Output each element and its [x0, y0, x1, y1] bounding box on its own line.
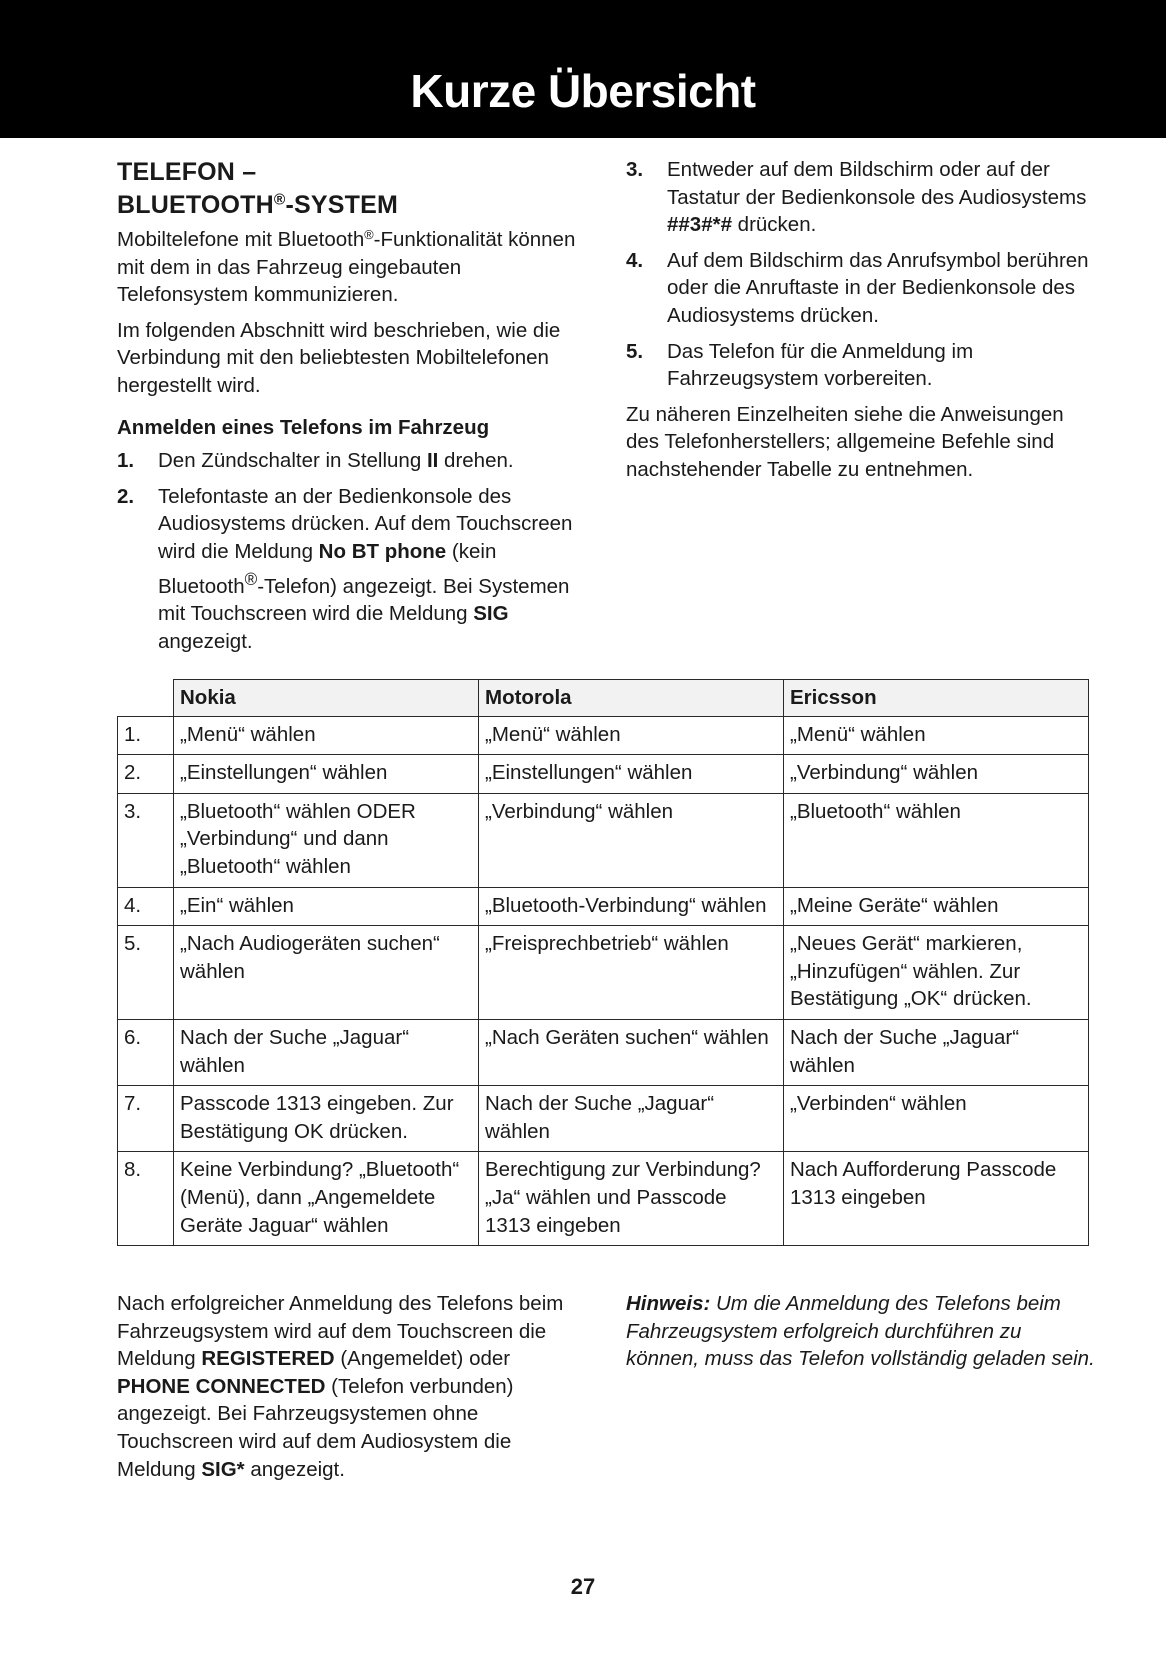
text: (kein Bluetooth: [158, 539, 497, 598]
title-text: -SYSTEM: [285, 191, 399, 219]
text: Nach erfolgreicher Anmeldung des Telefons beim Fahrzeugsystem wird auf dem Touchscreen die Meldung: [117, 1292, 564, 1371]
cell-nokia: „Nach Audiogeräten suchen“ wählen: [174, 926, 479, 1020]
table-row: [118, 1019, 1089, 1085]
section-title-line2: [117, 189, 587, 222]
text: drehen.: [438, 449, 514, 473]
cell-ericsson: „Neues Gerät“ markieren, „Hinzufügen“ wählen. Zur Bestätigung „OK“ drücken.: [784, 926, 1089, 1020]
row-number: 7.: [118, 1086, 174, 1152]
step-number: 4.: [626, 248, 644, 272]
step-text: [158, 447, 587, 475]
step-number: 5.: [626, 339, 644, 363]
registered-mark: ®: [364, 227, 374, 243]
row-number: 1.: [118, 716, 174, 755]
text: -Telefon) angezeigt. Bei Systemen mit Touchscreen wird die Meldung: [158, 574, 570, 625]
table-row: [118, 926, 1089, 1020]
manufacturer-note: Zu näheren Einzelheiten siehe die Anweisungen des Telefonherstellers; allgemeine Befehle sind nachstehender Tabelle zu entnehmen.: [626, 402, 1064, 481]
cell-nokia: „Bluetooth“ wählen ODER „Verbindung“ und dann „Bluetooth“ wählen: [174, 793, 479, 887]
text: angezeigt.: [158, 629, 253, 653]
section-title: [117, 156, 587, 222]
table-row: [118, 793, 1089, 887]
cell-ericsson: „Menü“ wählen: [784, 716, 1089, 755]
cell-nokia: „Ein“ wählen: [174, 887, 479, 926]
row-number: 4.: [118, 887, 174, 926]
table-header-row: [118, 680, 1089, 717]
cell-motorola: „Verbindung“ wählen: [479, 793, 784, 887]
cell-ericsson: Nach Aufforderung Passcode 1313 eingeben: [784, 1152, 1089, 1246]
header-motorola: Motorola: [479, 680, 784, 717]
step-number: 3.: [626, 158, 644, 181]
cell-ericsson: „Verbindung“ wählen: [784, 755, 1089, 794]
text: Telefontaste an der Bedienkonsole des Audiosystems drücken. Auf dem Touchscreen wird die Meldung: [158, 484, 573, 563]
hint-text: Um die Anmeldung des Telefons beim Fahrzeugsystem erfolgreich durchführen zu können, muss das Telefon vollständig geladen sein.: [626, 1292, 1095, 1371]
page-title: Kurze Übersicht: [410, 65, 756, 117]
text: angezeigt.: [244, 1457, 345, 1481]
table-row: [118, 716, 1089, 755]
right-column: [626, 156, 1096, 492]
cell-motorola: „Menü“ wählen: [479, 716, 784, 755]
step-text: [667, 156, 1096, 239]
registered-mark: ®: [273, 191, 286, 209]
cell-nokia: „Menü“ wählen: [174, 716, 479, 755]
phone-commands-table: [117, 679, 1088, 1246]
text: Den Zündschalter in Stellung: [158, 449, 427, 473]
step-text: [158, 483, 587, 655]
text: drücken.: [731, 213, 817, 237]
intro-paragraph-1: [117, 226, 587, 309]
status-registered: REGISTERED: [201, 1347, 335, 1371]
table-row: [118, 887, 1089, 926]
cell-ericsson: „Verbinden“ wählen: [784, 1086, 1089, 1152]
header-bar: [0, 0, 1166, 138]
table-row: [118, 1152, 1089, 1246]
cell-ericsson: „Meine Geräte“ wählen: [784, 887, 1089, 926]
page-number: 27: [570, 1574, 596, 1599]
bold-text: SIG: [473, 601, 509, 625]
header-nokia: Nokia: [174, 680, 479, 717]
registered-mark: ®: [244, 569, 258, 589]
cell-nokia: Nach der Suche „Jaguar“ wählen: [174, 1019, 479, 1085]
step-number: 1.: [117, 449, 135, 473]
text: (Telefon verbunden) angezeigt. Bei Fahrzeugsystemen ohne Touchscreen wird auf dem Audiosystem die Meldung: [117, 1374, 514, 1481]
cell-nokia: Keine Verbindung? „Bluetooth“ (Menü), dann „Angemeldete Geräte Jaguar“ wählen: [174, 1152, 479, 1246]
cell-motorola: „Einstellungen“ wählen: [479, 755, 784, 794]
cell-motorola: „Freisprechbetrieb“ wählen: [479, 926, 784, 1020]
status-sig: SIG*: [201, 1457, 245, 1481]
title-text: BLUETOOTH: [117, 191, 274, 219]
text: -Funktionalität können mit dem in das Fahrzeug eingebauten Telefonsystem kommunizieren.: [117, 228, 576, 307]
cell-nokia: Passcode 1313 eingeben. Zur Bestätigung OK drücken.: [174, 1086, 479, 1152]
subheading: Anmelden eines Telefons im Fahrzeug: [117, 415, 490, 439]
cell-motorola: Nach der Suche „Jaguar“ wählen: [479, 1086, 784, 1152]
row-number: 6.: [118, 1019, 174, 1085]
text: Mobiltelefone mit Bluetooth: [117, 228, 365, 251]
cell-motorola: „Nach Geräten suchen“ wählen: [479, 1019, 784, 1085]
step-text: Das Telefon für die Anmeldung im Fahrzeugsystem vorbereiten.: [667, 339, 974, 391]
bold-text: II: [426, 449, 439, 473]
step-number: 2.: [117, 484, 135, 508]
bold-code: ##3#*#: [667, 213, 732, 237]
hint-label: Hinweis:: [626, 1292, 711, 1315]
cell-nokia: „Einstellungen“ wählen: [174, 755, 479, 794]
status-phone-connected: PHONE CONNECTED: [117, 1374, 326, 1398]
cell-ericsson: „Bluetooth“ wählen: [784, 793, 1089, 887]
table-row: [118, 1086, 1089, 1152]
text: Entweder auf dem Bildschirm oder auf der Tastatur der Bedienkonsole des Audiosystems: [667, 158, 1087, 209]
header-ericsson: Ericsson: [784, 680, 1089, 717]
step-3: [626, 156, 1096, 239]
step-2: [117, 483, 587, 655]
row-number: 2.: [118, 755, 174, 794]
step-text: Auf dem Bildschirm das Anrufsymbol berühren oder die Anruftaste in der Bedienkonsole des Audiosystems drücken.: [667, 248, 1089, 327]
step-5: [626, 338, 1096, 393]
row-number: 8.: [118, 1152, 174, 1246]
section-title-line1: TELEFON –: [117, 158, 257, 186]
row-number: 3.: [118, 793, 174, 887]
intro-paragraph-2: Im folgenden Abschnitt wird beschrieben, wie die Verbindung mit den beliebtesten Mobiltelefonen hergestellt wird.: [117, 318, 561, 397]
header-cell-blank: [118, 680, 174, 717]
table-row: [118, 755, 1089, 794]
left-column: [117, 156, 587, 663]
hint-note: [626, 1290, 1096, 1373]
cell-motorola: Berechtigung zur Verbindung? „Ja“ wählen und Passcode 1313 eingeben: [479, 1152, 784, 1246]
step-1: [117, 447, 587, 475]
cell-motorola: „Bluetooth-Verbindung“ wählen: [479, 887, 784, 926]
row-number: 5.: [118, 926, 174, 1020]
registration-result-paragraph: [117, 1290, 587, 1483]
cell-ericsson: Nach der Suche „Jaguar“ wählen: [784, 1019, 1089, 1085]
bold-text: No BT phone: [318, 539, 447, 563]
step-4: [626, 247, 1096, 330]
text: (Angemeldet) oder: [334, 1347, 511, 1371]
